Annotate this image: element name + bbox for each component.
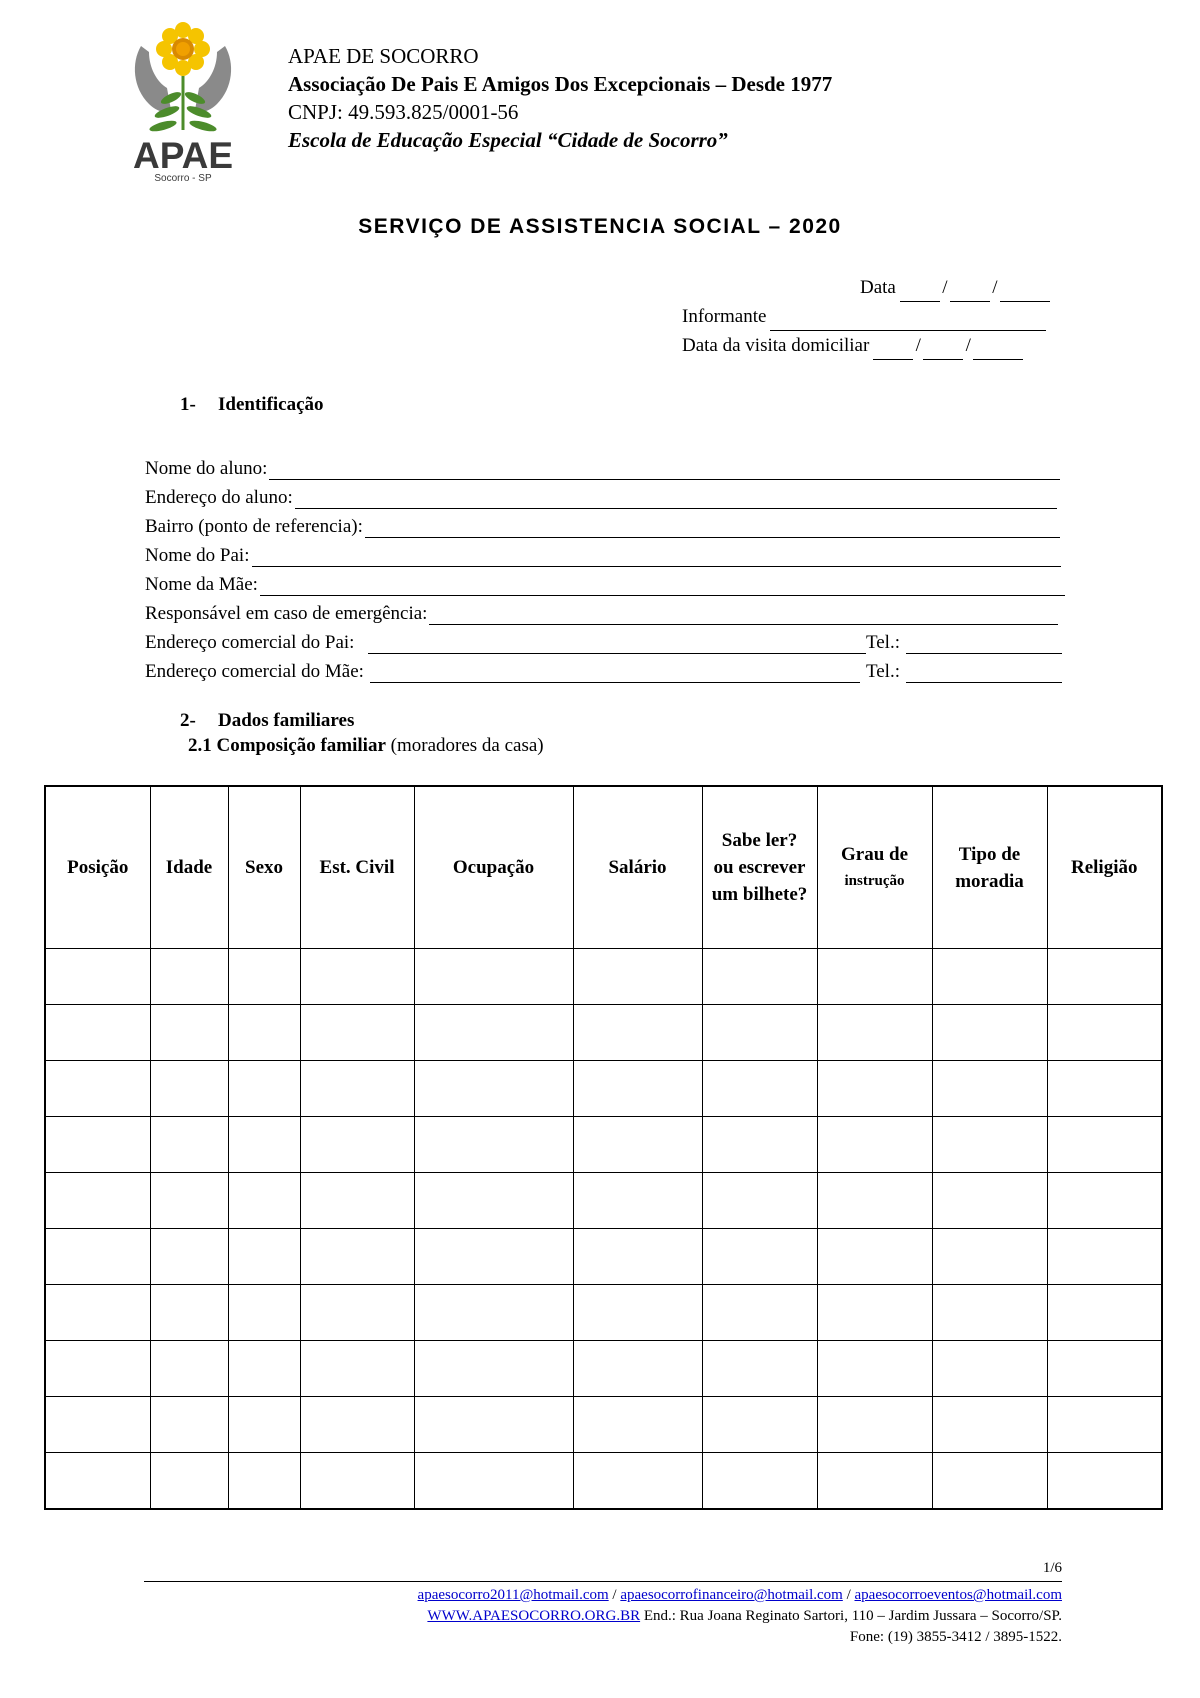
table-cell[interactable]: [1047, 1173, 1162, 1229]
school-name: Escola de Educação Especial “Cidade de Socorro”: [288, 128, 728, 152]
footer-phone: Fone: (19) 3855-3412 / 3895-1522.: [849, 1629, 1062, 1645]
table-cell[interactable]: [150, 1453, 228, 1510]
mother-name-field[interactable]: Nome da Mãe:: [145, 568, 1065, 596]
table-cell[interactable]: [573, 1005, 702, 1061]
table-cell[interactable]: [932, 1005, 1047, 1061]
table-row: [45, 1005, 1162, 1061]
table-cell[interactable]: [300, 949, 414, 1005]
date-field[interactable]: Data / /: [860, 273, 1050, 302]
table-cell[interactable]: [150, 1005, 228, 1061]
table-cell[interactable]: [573, 1117, 702, 1173]
table-cell[interactable]: [932, 1173, 1047, 1229]
table-cell[interactable]: [932, 949, 1047, 1005]
table-cell[interactable]: [1047, 1285, 1162, 1341]
table-cell[interactable]: [817, 1005, 932, 1061]
table-cell[interactable]: [702, 1005, 817, 1061]
table-cell[interactable]: [414, 1285, 573, 1341]
table-cell[interactable]: [300, 1397, 414, 1453]
org-cnpj: CNPJ: 49.593.825/0001-56: [288, 100, 519, 124]
table-cell[interactable]: [45, 1453, 150, 1510]
table-row: [45, 1173, 1162, 1229]
page-number: 1/6: [1042, 1560, 1062, 1576]
table-row: [45, 1117, 1162, 1173]
table-cell[interactable]: [702, 1285, 817, 1341]
table-row: [45, 1397, 1162, 1453]
table-row: [45, 1285, 1162, 1341]
section-identificacao: 1- Identificação: [180, 394, 324, 415]
col-header-sabe-ler: Sabe ler? ou escrever um bilhete?: [702, 786, 817, 949]
informant-field[interactable]: Informante: [682, 302, 1046, 331]
table-cell[interactable]: [300, 1117, 414, 1173]
table-cell[interactable]: [228, 1229, 300, 1285]
father-name-field[interactable]: Nome do Pai:: [145, 539, 1061, 567]
section-dados-familiares: 2- Dados familiares: [180, 710, 355, 731]
table-row: [45, 1229, 1162, 1285]
table-cell[interactable]: [150, 1061, 228, 1117]
col-header-est-civil: Est. Civil: [300, 786, 414, 949]
table-cell[interactable]: [228, 1453, 300, 1510]
table-cell[interactable]: [150, 1285, 228, 1341]
col-header-tipo-moradia: Tipo de moradia: [932, 786, 1047, 949]
table-cell[interactable]: [573, 1173, 702, 1229]
table-cell[interactable]: [150, 1229, 228, 1285]
table-cell[interactable]: [150, 1397, 228, 1453]
table-cell[interactable]: [150, 1341, 228, 1397]
table-cell[interactable]: [45, 1341, 150, 1397]
table-cell[interactable]: [932, 1285, 1047, 1341]
table-cell[interactable]: [414, 1173, 573, 1229]
table-header-row: [45, 786, 1162, 949]
table-cell[interactable]: [45, 949, 150, 1005]
table-cell[interactable]: [1047, 1341, 1162, 1397]
table-cell[interactable]: [45, 1397, 150, 1453]
table-cell[interactable]: [702, 1173, 817, 1229]
table-cell[interactable]: [702, 1397, 817, 1453]
table-cell[interactable]: [300, 1453, 414, 1510]
table-cell[interactable]: [45, 1117, 150, 1173]
table-cell[interactable]: [817, 1397, 932, 1453]
table-cell[interactable]: [702, 1061, 817, 1117]
table-cell[interactable]: [150, 1117, 228, 1173]
table-cell[interactable]: [817, 1229, 932, 1285]
table-cell[interactable]: [45, 1285, 150, 1341]
footer-divider: [144, 1581, 1062, 1582]
footer-emails: apaesocorro2011@hotmail.com / apaesocorrofinanceiro@hotmail.com / apaesocorroeventos@hotmail.com: [417, 1587, 1062, 1603]
family-composition-table: [44, 785, 1163, 1510]
table-row: [45, 1453, 1162, 1510]
table-cell[interactable]: [1047, 1397, 1162, 1453]
table-cell[interactable]: [150, 1173, 228, 1229]
col-header-salario: Salário: [573, 786, 702, 949]
col-header-posicao: Posição: [45, 786, 150, 949]
table-cell[interactable]: [817, 1117, 932, 1173]
table-cell[interactable]: [702, 1453, 817, 1510]
table-cell[interactable]: [45, 1061, 150, 1117]
table-cell[interactable]: [1047, 1229, 1162, 1285]
visit-date-field[interactable]: Data da visita domiciliar / /: [682, 331, 1023, 360]
table-cell[interactable]: [932, 1397, 1047, 1453]
table-cell[interactable]: [414, 1117, 573, 1173]
table-cell[interactable]: [45, 1229, 150, 1285]
table-cell[interactable]: [414, 1341, 573, 1397]
svg-text:Socorro - SP: Socorro - SP: [154, 173, 212, 183]
table-cell[interactable]: [932, 1229, 1047, 1285]
table-cell[interactable]: [414, 1397, 573, 1453]
subsection-composicao: 2.1 Composição familiar (moradores da casa): [188, 735, 544, 756]
table-cell[interactable]: [702, 949, 817, 1005]
student-address-field[interactable]: Endereço do aluno:: [145, 481, 1057, 509]
table-cell[interactable]: [573, 1061, 702, 1117]
table-cell[interactable]: [573, 949, 702, 1005]
table-cell[interactable]: [228, 1061, 300, 1117]
svg-text:APAE: APAE: [132, 135, 234, 176]
email-link-1[interactable]: apaesocorro2011@hotmail.com: [417, 1587, 609, 1603]
table-cell[interactable]: [1047, 949, 1162, 1005]
student-name-field[interactable]: Nome do aluno:: [145, 452, 1060, 480]
table-cell[interactable]: [1047, 1117, 1162, 1173]
col-header-idade: Idade: [150, 786, 228, 949]
footer-address: WWW.APAESOCORRO.ORG.BR End.: Rua Joana Reginato Sartori, 110 – Jardim Jussara – Socorro/SP.: [427, 1608, 1062, 1624]
table-cell[interactable]: [573, 1453, 702, 1510]
table-cell[interactable]: [702, 1229, 817, 1285]
table-cell[interactable]: [300, 1285, 414, 1341]
apae-logo: [127, 18, 239, 183]
table-cell[interactable]: [817, 1453, 932, 1510]
table-cell[interactable]: [300, 1005, 414, 1061]
table-cell[interactable]: [414, 949, 573, 1005]
table-row: [45, 949, 1162, 1005]
email-link-3[interactable]: apaesocorroeventos@hotmail.com: [854, 1587, 1062, 1603]
table-cell[interactable]: [1047, 1453, 1162, 1510]
table-cell[interactable]: [300, 1061, 414, 1117]
table-cell[interactable]: [817, 1173, 932, 1229]
table-cell[interactable]: [45, 1005, 150, 1061]
table-cell[interactable]: [573, 1285, 702, 1341]
mother-work-address-field[interactable]: Endereço comercial do Mãe: Tel.:: [145, 655, 1062, 683]
table-cell[interactable]: [573, 1229, 702, 1285]
email-link-2[interactable]: apaesocorrofinanceiro@hotmail.com: [620, 1587, 843, 1603]
table-cell[interactable]: [702, 1341, 817, 1397]
table-cell[interactable]: [817, 1285, 932, 1341]
page-title: SERVIÇO DE ASSISTENCIA SOCIAL – 2020: [358, 215, 842, 238]
table-cell[interactable]: [414, 1005, 573, 1061]
table-cell[interactable]: [817, 949, 932, 1005]
table-cell[interactable]: [228, 1117, 300, 1173]
org-full-name: Associação De Pais E Amigos Dos Excepcionais – Desde 1977: [288, 72, 833, 96]
table-cell[interactable]: [228, 949, 300, 1005]
table-cell[interactable]: [1047, 1061, 1162, 1117]
table-cell[interactable]: [573, 1341, 702, 1397]
table-cell[interactable]: [932, 1117, 1047, 1173]
col-header-sexo: Sexo: [228, 786, 300, 949]
table-cell[interactable]: [228, 1397, 300, 1453]
col-header-religiao: Religião: [1047, 786, 1162, 949]
table-cell[interactable]: [932, 1061, 1047, 1117]
table-cell[interactable]: [817, 1061, 932, 1117]
table-row: [45, 1341, 1162, 1397]
table-cell[interactable]: [414, 1061, 573, 1117]
org-name: APAE DE SOCORRO: [288, 44, 479, 68]
table-cell[interactable]: [932, 1453, 1047, 1510]
table-cell[interactable]: [300, 1173, 414, 1229]
table-cell[interactable]: [300, 1229, 414, 1285]
table-cell[interactable]: [45, 1173, 150, 1229]
col-header-grau-instrucao: Grau de instrução: [817, 786, 932, 949]
table-cell[interactable]: [573, 1397, 702, 1453]
table-cell[interactable]: [1047, 1005, 1162, 1061]
table-cell[interactable]: [932, 1341, 1047, 1397]
neighborhood-field[interactable]: Bairro (ponto de referencia):: [145, 510, 1060, 538]
emergency-contact-field[interactable]: Responsável em caso de emergência:: [145, 597, 1058, 625]
table-row: [45, 1061, 1162, 1117]
col-header-ocupacao: Ocupação: [414, 786, 573, 949]
table-cell[interactable]: [228, 1341, 300, 1397]
table-cell[interactable]: [414, 1453, 573, 1510]
table-cell[interactable]: [414, 1229, 573, 1285]
father-work-address-field[interactable]: Endereço comercial do Pai: Tel.:: [145, 626, 1062, 654]
table-cell[interactable]: [300, 1341, 414, 1397]
table-cell[interactable]: [228, 1285, 300, 1341]
table-cell[interactable]: [228, 1005, 300, 1061]
website-link[interactable]: WWW.APAESOCORRO.ORG.BR: [427, 1608, 641, 1624]
table-cell[interactable]: [228, 1173, 300, 1229]
table-cell[interactable]: [702, 1117, 817, 1173]
table-cell[interactable]: [817, 1341, 932, 1397]
table-cell[interactable]: [150, 949, 228, 1005]
